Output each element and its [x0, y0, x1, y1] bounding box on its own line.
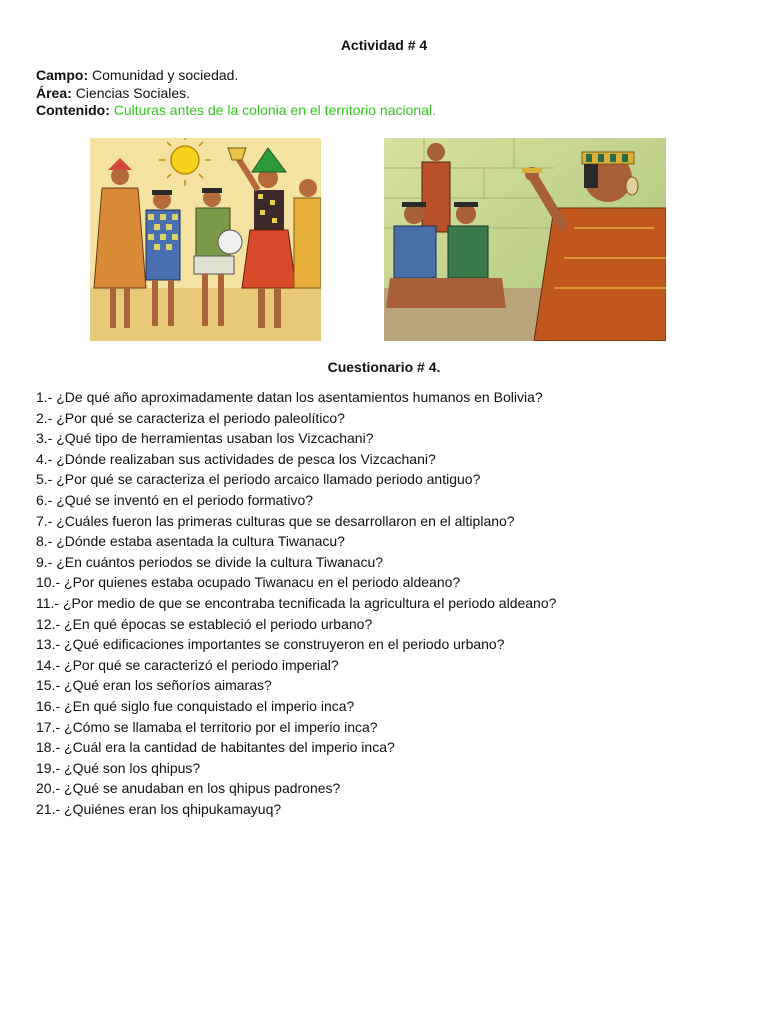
campo-label: Campo:: [36, 67, 89, 83]
question-item: 20.- ¿Qué se anudaban en los qhipus padrones?: [36, 780, 341, 797]
question-item: 10.- ¿Por quienes estaba ocupado Tiwanacu en el periodo aldeano?: [36, 574, 461, 591]
question-item: 8.- ¿Dónde estaba asentada la cultura Tiwanacu?: [36, 533, 345, 550]
question-item: 4.- ¿Dónde realizaban sus actividades de pesca los Vizcachani?: [36, 450, 436, 467]
question-item: 21.- ¿Quiénes eran los qhipukamayuq?: [36, 800, 282, 817]
question-item: 6.- ¿Qué se inventó en el periodo formativo?: [36, 491, 314, 508]
question-item: 5.- ¿Por qué se caracteriza el periodo arcaico llamado periodo antiguo?: [36, 471, 481, 488]
question-item: 1.- ¿De qué año aproximadamente datan los asentamientos humanos en Bolivia?: [36, 389, 543, 405]
question-item: 3.- ¿Qué tipo de herramientas usaban los Vizcachani?: [36, 430, 374, 447]
campo-value: Comunidad y sociedad.: [92, 67, 239, 83]
area-label: Área:: [36, 84, 72, 101]
inca-ruler-and-seated-men-illustration: [384, 138, 666, 341]
questionnaire-title: Cuestionario # 4.: [327, 359, 441, 375]
question-item: 2.- ¿Por qué se caracteriza el periodo paleolítico?: [36, 409, 345, 426]
questions-list: [36, 387, 556, 819]
question-item: 16.- ¿En qué siglo fue conquistado el imperio inca?: [36, 697, 355, 714]
question-item: 19.- ¿Qué son los qhipus?: [36, 759, 201, 776]
question-item: 9.- ¿En cuántos periodos se divide la cultura Tiwanacu?: [36, 553, 384, 570]
question-item: 14.- ¿Por qué se caracterizó el periodo imperial?: [36, 656, 339, 673]
question-item: 11.- ¿Por medio de que se encontraba tecnificada la agricultura el periodo aldeano?: [36, 594, 557, 611]
document-metadata: [36, 67, 436, 120]
andean-musicians-ceremony-illustration: [90, 138, 321, 341]
area-value: Ciencias Sociales.: [75, 84, 191, 101]
question-item: 12.- ¿En qué épocas se estableció el periodo urbano?: [36, 615, 373, 632]
area-row: [36, 85, 436, 103]
question-item: 18.- ¿Cuál era la cantidad de habitantes del imperio inca?: [36, 739, 395, 756]
contenido-label: Contenido:: [36, 102, 110, 118]
question-item: 17.- ¿Cómo se llamaba el territorio por el imperio inca?: [36, 718, 378, 735]
campo-row: [36, 67, 436, 85]
question-item: 15.- ¿Qué eran los señoríos aimaras?: [36, 677, 272, 694]
activity-title: Actividad # 4: [340, 37, 428, 53]
contenido-value: Culturas antes de la colonia en el territorio nacional.: [113, 102, 436, 118]
question-item: 13.- ¿Qué edificaciones importantes se construyeron en el periodo urbano?: [36, 636, 505, 653]
question-item: 7.- ¿Cuáles fueron las primeras culturas que se desarrollaron en el altiplano?: [36, 512, 515, 529]
contenido-row: [36, 102, 436, 120]
